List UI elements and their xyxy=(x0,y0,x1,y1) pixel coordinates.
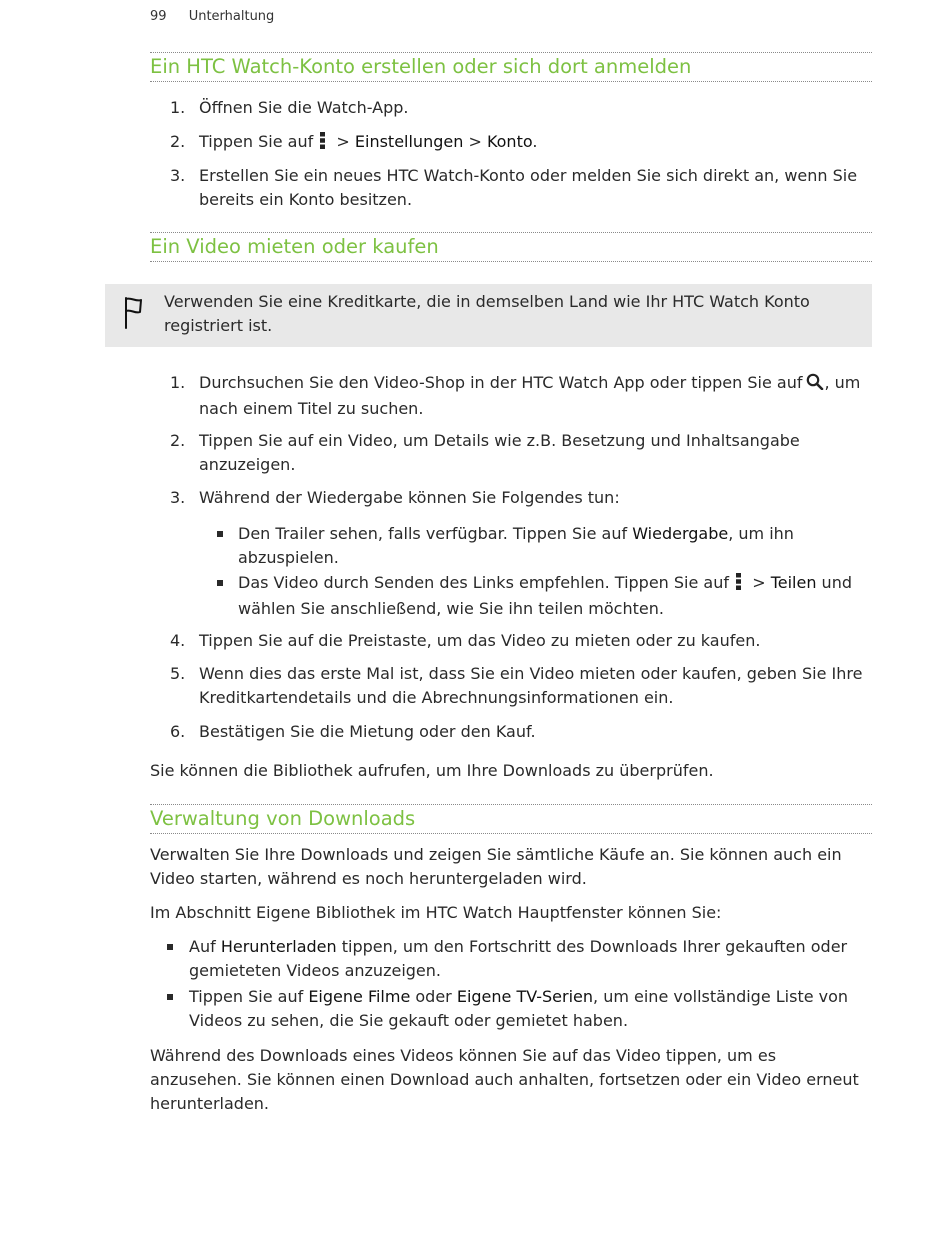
bullet-marker xyxy=(217,531,223,537)
search-icon xyxy=(806,373,824,397)
paragraph-library: Sie können die Bibliothek aufrufen, um Ihre Downloads zu überprüfen. xyxy=(150,761,714,780)
sub-bullet-text xyxy=(238,522,868,570)
step-text: Bestätigen Sie die Mietung oder den Kauf. xyxy=(199,722,536,741)
bullet-text-part: oder xyxy=(410,987,457,1006)
bullet-text-part: Auf xyxy=(189,937,221,956)
menu-label-settings: Einstellungen xyxy=(354,132,464,151)
step-text-part: > xyxy=(331,132,355,151)
label-my-tv-series: Eigene TV-Serien xyxy=(456,987,594,1006)
chapter-title: Unterhaltung xyxy=(188,9,275,24)
flag-icon xyxy=(121,296,143,334)
page-header xyxy=(150,9,274,24)
section-title-downloads: Verwaltung von Downloads xyxy=(150,804,872,834)
menu-label-account: Konto xyxy=(486,132,533,151)
note-box xyxy=(105,284,872,347)
label-playback: Wiedergabe xyxy=(632,524,729,543)
step-text-part: > xyxy=(463,132,487,151)
paragraph-intro: Verwalten Sie Ihre Downloads und zeigen Sie sämtliche Käufe an. Sie können auch ein Video starten, während es noch heruntergeladen wird. xyxy=(150,845,842,888)
more-menu-icon xyxy=(320,132,325,156)
step-text: Öffnen Sie die Watch-App. xyxy=(199,98,409,117)
step-text: Tippen Sie auf ein Video, um Details wie z.B. Besetzung und Inhaltsangabe anzuzeigen. xyxy=(199,431,800,474)
step-number: 2. xyxy=(170,431,186,450)
bullet-text-part: , um eine vollständige Liste von Videos zu sehen, die Sie gekauft oder gemietet haben. xyxy=(189,987,849,1030)
step-text-part: , um nach einem Titel zu suchen. xyxy=(199,373,861,418)
bullet-text-part: und wählen Sie anschließend, wie Sie ihn teilen möchten. xyxy=(238,573,852,618)
step-text: Erstellen Sie ein neues HTC Watch-Konto oder melden Sie sich direkt an, wenn Sie bereits ein Konto besitzen. xyxy=(199,166,858,209)
step-number: 3. xyxy=(170,166,186,185)
more-menu-icon xyxy=(736,573,741,597)
paragraph-lead: Im Abschnitt Eigene Bibliothek im HTC Watch Hauptfenster können Sie: xyxy=(150,903,722,922)
sub-bullet-text xyxy=(238,571,868,621)
bullet-text-part: tippen, um den Fortschritt des Downloads Ihrer gekauften oder gemieteten Videos anzuzeigen. xyxy=(189,937,848,980)
step-text-part: Durchsuchen Sie den Video-Shop in der HTC Watch App oder tippen Sie auf xyxy=(199,373,803,392)
label-share: Teilen xyxy=(770,573,817,592)
bullet-marker xyxy=(167,994,173,1000)
label-my-movies: Eigene Filme xyxy=(308,987,411,1006)
step-text: Während der Wiedergabe können Sie Folgendes tun: xyxy=(199,488,620,507)
bullet-text-part: Den Trailer sehen, falls verfügbar. Tippen Sie auf xyxy=(238,524,633,543)
paragraph-closing: Während des Downloads eines Videos können Sie auf das Video tippen, um es anzusehen. Sie können einen Download auch anhalten, fortsetzen oder ein Video erneut herunterladen. xyxy=(150,1046,859,1113)
step-text-part: . xyxy=(532,132,538,151)
step-text xyxy=(199,371,871,421)
step-number: 4. xyxy=(170,631,186,650)
step-text: Tippen Sie auf die Preistaste, um das Video zu mieten oder zu kaufen. xyxy=(199,631,761,650)
section-title-rent-buy: Ein Video mieten oder kaufen xyxy=(150,232,872,262)
step-text-part: Tippen Sie auf xyxy=(199,132,314,151)
page-number: 99 xyxy=(150,9,167,24)
bullet-text-part: > xyxy=(747,573,771,592)
step-number: 5. xyxy=(170,664,186,683)
step-number: 1. xyxy=(170,373,186,392)
step-number: 1. xyxy=(170,98,186,117)
bullet-text xyxy=(189,985,869,1033)
step-number: 6. xyxy=(170,722,186,741)
bullet-text-part: Das Video durch Senden des Links empfehlen. Tippen Sie auf xyxy=(238,573,730,592)
bullet-text-part: , um ihn abzuspielen. xyxy=(238,524,794,567)
bullet-text-part: Tippen Sie auf xyxy=(189,987,309,1006)
step-number: 3. xyxy=(170,488,186,507)
note-text: Verwenden Sie eine Kreditkarte, die in demselben Land wie Ihr HTC Watch Konto registriert ist. xyxy=(164,292,810,335)
step-number: 2. xyxy=(170,132,186,151)
step-text: Wenn dies das erste Mal ist, dass Sie ein Video mieten oder kaufen, geben Sie Ihre Kreditkartendetails und die Abrechnungsinformationen ein. xyxy=(199,664,863,707)
bullet-marker xyxy=(167,944,173,950)
bullet-marker xyxy=(217,580,223,586)
section-title-watch-account: Ein HTC Watch-Konto erstellen oder sich dort anmelden xyxy=(150,52,872,82)
label-download: Herunterladen xyxy=(220,937,337,956)
bullet-text xyxy=(189,935,869,983)
step-text xyxy=(199,130,871,156)
